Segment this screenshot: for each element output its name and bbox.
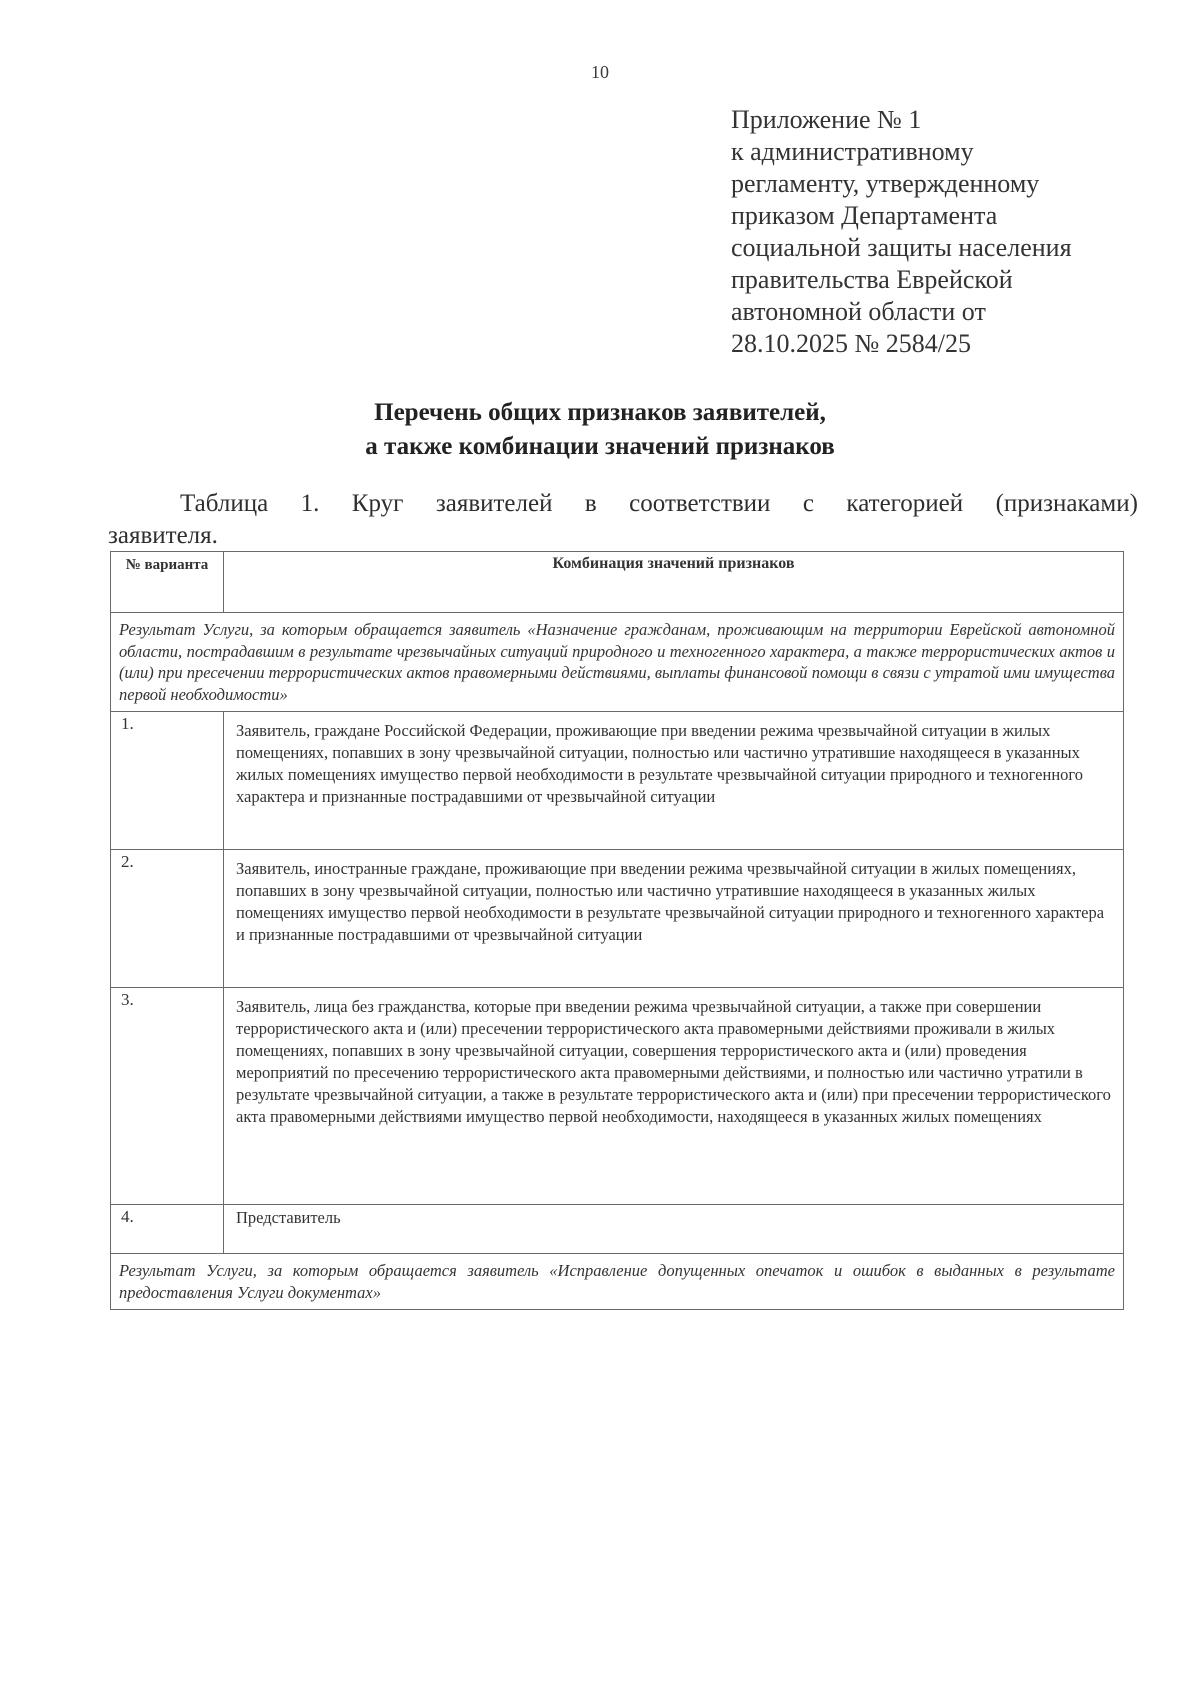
table-row: [111, 712, 1124, 850]
caption-word: (признаками): [995, 490, 1138, 517]
table-row: [111, 850, 1124, 988]
variant-description: Заявитель, иностранные граждане, проживающие при введении режима чрезвычайной ситуации в жилых помещениях, попавших в зону чрезвычайной ситуации, полностью или частично утратившие находящееся в указанных жилых помещениях имущество первой необходимости в результате чрезвычайной ситуации природного и техногенного характера и признанные пострадавшими от чрезвычайной ситуации: [224, 850, 1124, 988]
appendix-line: Приложение № 1: [731, 105, 922, 134]
appendix-line: 28.10.2025 № 2584/25: [731, 329, 972, 358]
result-row: [111, 1254, 1124, 1310]
table-caption-line-1: [108, 488, 1138, 520]
document-title: [0, 396, 1200, 464]
appendix-block: [731, 104, 1151, 360]
applicants-table: [110, 551, 1124, 1310]
caption-word: заявителей: [435, 490, 553, 517]
caption-word: Круг: [351, 490, 404, 517]
variant-description: Представитель: [224, 1205, 1124, 1254]
variant-number: 3.: [111, 988, 224, 1205]
appendix-line: к административному: [731, 137, 974, 166]
appendix-line: социальной защиты населения: [731, 233, 1072, 262]
appendix-line: автономной области от: [731, 297, 986, 326]
variant-number: 4.: [111, 1205, 224, 1254]
caption-word: с: [802, 490, 814, 517]
table-caption: [108, 488, 1138, 552]
result-description: Результат Услуги, за которым обращается заявитель «Назначение гражданам, проживающим на территории Еврейской автономной области, пострадавшим в результате чрезвычайных ситуаций природного и техногенного характера, а также террористических актов и (или) при пресечении террористических актов правомерными действиями, выплаты финансовой помощи в связи с утратой ими имущества первой необходимости»: [111, 613, 1124, 712]
caption-word: в: [584, 490, 597, 517]
result-row: [111, 613, 1124, 712]
variant-description: Заявитель, лица без гражданства, которые при введении режима чрезвычайной ситуации, а также при совершении террористического акта и (или) пресечении террористического акта правомерными действиями проживали в жилых помещениях, попавших в зону чрезвычайной ситуации, совершения террористического акта и (или) проведения мероприятий по пресечению террористического акта правомерными действиями, и полностью или частично утратили в результате чрезвычайной ситуации, а также в результате террористического акта и (или) при пресечении террористического акта правомерными действиями имущество первой необходимости, находящееся в указанных жилых помещениях: [224, 988, 1124, 1205]
document-title-line-2: а также комбинации значений признаков: [365, 433, 835, 460]
document-title-line-1: Перечень общих признаков заявителей,: [374, 399, 826, 426]
appendix-line: регламенту, утвержденному: [731, 169, 1040, 198]
table-row: [111, 988, 1124, 1205]
header-variant-number: № варианта: [111, 552, 224, 613]
caption-word: 1.: [300, 490, 320, 517]
page-number: 10: [591, 62, 609, 82]
result-description: Результат Услуги, за которым обращается заявитель «Исправление допущенных опечаток и ошибок в выданных в результате предоставления Услуги документах»: [111, 1254, 1124, 1310]
header-combination: Комбинация значений признаков: [224, 552, 1124, 613]
variant-description: Заявитель, граждане Российской Федерации, проживающие при введении режима чрезвычайной ситуации в жилых помещениях, попавших в зону чрезвычайной ситуации, полностью или частично утратившие находящееся в указанных жилых помещениях имущество первой необходимости в результате чрезвычайной ситуации природного и техногенного характера и признанные пострадавшими от чрезвычайной ситуации: [224, 712, 1124, 850]
table-row: [111, 1205, 1124, 1254]
caption-word: категорией: [846, 490, 964, 517]
caption-word: Таблица: [180, 490, 269, 517]
appendix-line: приказом Департамента: [731, 201, 998, 230]
variant-number: 1.: [111, 712, 224, 850]
appendix-line: правительства Еврейской: [731, 265, 1013, 294]
table-header-row: [111, 552, 1124, 613]
variant-number: 2.: [111, 850, 224, 988]
caption-word: соответствии: [629, 490, 771, 517]
table-caption-line-2: заявителя.: [108, 522, 218, 549]
